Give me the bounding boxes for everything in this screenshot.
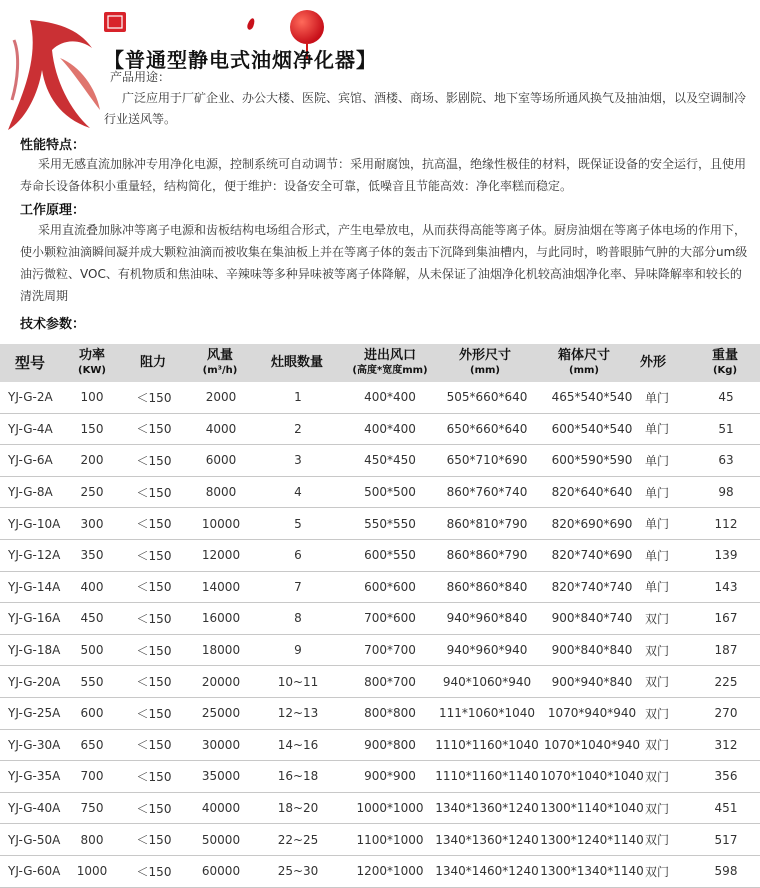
cell-airflow: 8000: [205, 485, 237, 500]
cell-airflow: 40000: [201, 801, 241, 816]
cell-weight: 51: [718, 421, 734, 436]
cell-airflow: 30000: [201, 737, 241, 752]
table-row: [0, 477, 760, 509]
cell-power: 200: [80, 453, 104, 468]
cell-airflow: 2000: [205, 390, 237, 405]
column-header-weight: [694, 344, 756, 382]
cell-weight: 63: [718, 453, 734, 468]
column-header-outer-size: [440, 344, 530, 382]
cell-box-size: 1300*1340*1140: [540, 864, 644, 879]
cell-model: YJ-G-20A: [8, 674, 61, 689]
cell-outer-size: 111*1060*1040: [439, 706, 535, 721]
column-header-unit: (m³/h): [202, 364, 238, 376]
cell-outer-size: 1110*1160*1040: [435, 737, 539, 752]
cell-inlet-outlet: 900*900: [364, 769, 416, 784]
cell-door-type: 双门: [644, 801, 669, 816]
table-row: [0, 635, 760, 667]
cell-weight: 225: [714, 674, 738, 689]
cell-resistance: ＜150: [136, 738, 172, 753]
cell-outer-size: 860*810*790: [446, 516, 528, 531]
table-row: [0, 730, 760, 762]
cell-inlet-outlet: 550*550: [364, 516, 416, 531]
cell-power: 750: [80, 801, 104, 816]
table-row: [0, 761, 760, 793]
cell-box-size: 1070*1040*1040: [540, 769, 644, 784]
cell-inlet-outlet: 700*700: [364, 643, 416, 658]
table-row: [0, 382, 760, 414]
cell-door-type: 双门: [644, 643, 669, 658]
cell-inlet-outlet: 600*550: [364, 548, 416, 563]
cell-power: 600: [80, 706, 104, 721]
cell-inlet-outlet: 1100*1000: [356, 832, 424, 847]
cell-door-type: 单门: [644, 517, 669, 532]
column-header-label: 阻力: [139, 355, 166, 370]
table-row: [0, 572, 760, 604]
cell-weight: 356: [714, 769, 738, 784]
cell-model: YJ-G-4A: [8, 421, 53, 436]
column-header-label: 外形: [639, 355, 666, 370]
cell-airflow: 6000: [205, 453, 237, 468]
cell-burners: 7: [294, 579, 302, 594]
cell-box-size: 1300*1140*1040: [540, 801, 644, 816]
cell-outer-size: 860*860*790: [446, 548, 528, 563]
column-header-label: 风量: [206, 347, 233, 363]
cell-weight: 187: [714, 643, 738, 658]
cell-resistance: ＜150: [136, 833, 172, 848]
cell-power: 350: [80, 548, 104, 563]
ink-drop-icon: [246, 17, 256, 30]
cell-outer-size: 1340*1460*1240: [435, 864, 539, 879]
cell-door-type: 单门: [644, 485, 669, 500]
cell-box-size: 820*640*640: [551, 485, 633, 500]
cell-door-type: 双门: [644, 769, 669, 784]
cell-resistance: ＜150: [136, 769, 172, 784]
page-title: 【普通型静电式油烟净化器】: [104, 48, 377, 72]
cell-box-size: 1070*940*940: [547, 706, 637, 721]
cell-model: YJ-G-30A: [8, 737, 61, 752]
cell-resistance: ＜150: [136, 485, 172, 500]
cell-model: YJ-G-25A: [8, 706, 61, 721]
cell-power: 100: [80, 390, 104, 405]
cell-door-type: 双门: [644, 738, 669, 753]
column-header-label: 外形尺寸: [458, 347, 511, 363]
cell-weight: 312: [714, 737, 738, 752]
cell-outer-size: 860*760*740: [446, 485, 528, 500]
column-header-burners: [262, 344, 332, 382]
column-header-label: 进出风口: [363, 347, 416, 363]
column-header-unit: (mm): [569, 364, 599, 376]
cell-power: 250: [80, 485, 104, 500]
cell-resistance: ＜150: [136, 864, 172, 879]
cell-weight: 112: [714, 516, 738, 531]
cell-box-size: 600*540*540: [551, 421, 633, 436]
cell-burners: 2: [294, 421, 302, 436]
cell-burners: 18~20: [277, 801, 319, 816]
cell-airflow: 60000: [201, 864, 241, 879]
column-header-label: 重量: [711, 347, 738, 363]
cell-model: YJ-G-6A: [8, 453, 53, 468]
cell-box-size: 1300*1240*1140: [540, 832, 644, 847]
cell-inlet-outlet: 900*800: [364, 737, 416, 752]
cell-door-type: 单门: [644, 453, 669, 468]
table-row: [0, 414, 760, 446]
cell-box-size: 900*840*740: [551, 611, 633, 626]
cell-resistance: ＜150: [136, 390, 172, 405]
cell-model: YJ-G-40A: [8, 801, 61, 816]
cell-model: YJ-G-2A: [8, 390, 53, 405]
column-header-airflow: [190, 344, 250, 382]
column-header-door-type: [630, 344, 676, 382]
cell-power: 300: [80, 516, 104, 531]
cell-inlet-outlet: 1000*1000: [356, 801, 424, 816]
cell-burners: 3: [294, 453, 302, 468]
cell-power: 500: [80, 643, 104, 658]
usage-text: 广泛应用于厂矿企业、办公大楼、医院、宾馆、酒楼、商场、影剧院、地下室等场所通风换气及抽油烟，以及空调制冷行业送风等。: [104, 91, 747, 126]
column-header-power: [70, 344, 114, 382]
spec-table-body: [0, 382, 760, 888]
cell-box-size: 820*740*690: [551, 548, 633, 563]
column-header-resistance: [128, 344, 178, 382]
cell-outer-size: 650*710*690: [446, 453, 528, 468]
cell-burners: 5: [294, 516, 302, 531]
cell-airflow: 25000: [201, 706, 241, 721]
cell-door-type: 单门: [644, 422, 669, 437]
cell-power: 550: [80, 674, 104, 689]
cell-inlet-outlet: 800*800: [364, 706, 416, 721]
cell-resistance: ＜150: [136, 675, 172, 690]
cell-burners: 8: [294, 611, 302, 626]
cell-power: 700: [80, 769, 104, 784]
cell-weight: 139: [714, 548, 738, 563]
cell-airflow: 4000: [205, 421, 237, 436]
cell-power: 150: [80, 421, 104, 436]
cell-door-type: 单门: [644, 580, 669, 595]
cell-model: YJ-G-35A: [8, 769, 61, 784]
column-header-inlet-outlet: [342, 344, 438, 382]
cell-airflow: 12000: [201, 548, 241, 563]
column-header-model: [0, 344, 60, 382]
table-row: [0, 445, 760, 477]
cell-outer-size: 860*860*840: [446, 579, 528, 594]
cell-burners: 25~30: [277, 864, 319, 879]
cell-model: YJ-G-16A: [8, 611, 61, 626]
cell-outer-size: 940*1060*940: [442, 674, 532, 689]
cell-airflow: 10000: [201, 516, 241, 531]
cell-burners: 1: [294, 390, 302, 405]
column-header-label: 功率: [78, 347, 105, 363]
cell-inlet-outlet: 400*400: [364, 390, 416, 405]
cell-burners: 22~25: [277, 832, 319, 847]
cell-model: YJ-G-60A: [8, 864, 61, 879]
cell-airflow: 50000: [201, 832, 241, 847]
cell-inlet-outlet: 1200*1000: [356, 864, 424, 879]
cell-burners: 10~11: [277, 674, 319, 689]
cell-airflow: 14000: [201, 579, 241, 594]
cell-airflow: 18000: [201, 643, 241, 658]
column-header-unit: (高度*宽度mm): [352, 364, 428, 376]
cell-weight: 270: [714, 706, 738, 721]
principle-text: 采用直流叠加脉冲等离子电源和齿板结构电场组合形式，产生电晕放电，从而获得高能等离子体。厨房油烟在等离子体电场的作用下，使小颗粒油滴瞬间凝并成大颗粒油滴而被收集在集油板上并在等离子体的轰击下沉降到集油槽内，与此同时，哟普眼肺气肿的大部分um级油污微粒、VOC、有机物质和焦油味、辛辣味等多种异味被等离子体降解，从未保证了油烟净化机较高油烟净化率、异味降解率和较长的清洗周期: [20, 223, 748, 303]
cell-resistance: ＜150: [136, 801, 172, 816]
red-balloon-icon: [290, 10, 324, 44]
cell-box-size: 900*840*840: [551, 643, 633, 658]
cell-inlet-outlet: 800*700: [364, 674, 416, 689]
cell-weight: 45: [718, 390, 734, 405]
cell-inlet-outlet: 450*450: [364, 453, 416, 468]
cell-power: 450: [80, 611, 104, 626]
cell-model: YJ-G-10A: [8, 516, 61, 531]
spec-table-header: [0, 344, 760, 382]
table-row: [0, 698, 760, 730]
table-row: [0, 666, 760, 698]
column-header-unit: (KW): [78, 364, 106, 376]
specs-heading: 技术参数：: [20, 317, 86, 332]
cell-burners: 6: [294, 548, 302, 563]
cell-door-type: 双门: [644, 611, 669, 626]
cell-power: 650: [80, 737, 104, 752]
cell-resistance: ＜150: [136, 548, 172, 563]
cell-outer-size: 1340*1360*1240: [435, 801, 539, 816]
cell-door-type: 双门: [644, 833, 669, 848]
spec-table: [0, 344, 760, 888]
table-row: [0, 508, 760, 540]
cell-resistance: ＜150: [136, 611, 172, 626]
column-header-label: 灶眼数量: [270, 355, 323, 370]
cell-model: YJ-G-8A: [8, 485, 53, 500]
cell-weight: 517: [714, 832, 738, 847]
cell-door-type: 双门: [644, 864, 669, 879]
cell-door-type: 单门: [644, 390, 669, 405]
cell-inlet-outlet: 400*400: [364, 421, 416, 436]
cell-resistance: ＜150: [136, 580, 172, 595]
cell-box-size: 820*740*740: [551, 579, 633, 594]
usage-label: 产品用途：: [110, 70, 171, 84]
cell-inlet-outlet: 700*600: [364, 611, 416, 626]
table-row: [0, 824, 760, 856]
column-header-label: 箱体尺寸: [557, 347, 610, 363]
cell-power: 800: [80, 832, 104, 847]
cell-box-size: 465*540*540: [551, 390, 633, 405]
cell-weight: 167: [714, 611, 738, 626]
table-row: [0, 603, 760, 635]
features-text: 采用无感直流加脉冲专用净化电源，控制系统可自动调节：采用耐腐蚀，抗高温，绝缘性极佳的材料，既保证设备的安全运行，且使用寿命长设备体积小重量轻，结构简化，便于维护：设备安全可靠，低噪音且节能高效：净化率糕而稳定。: [20, 157, 747, 193]
cell-model: YJ-G-12A: [8, 548, 61, 563]
cell-airflow: 16000: [201, 611, 241, 626]
column-header-unit: (mm): [470, 364, 500, 376]
cell-box-size: 820*690*690: [551, 516, 633, 531]
cell-burners: 9: [294, 643, 302, 658]
cell-weight: 143: [714, 579, 738, 594]
cell-resistance: ＜150: [136, 422, 172, 437]
cell-model: YJ-G-14A: [8, 579, 61, 594]
cell-burners: 12~13: [277, 706, 319, 721]
cell-weight: 451: [714, 801, 738, 816]
principle-heading: 工作原理：: [20, 203, 86, 218]
cell-box-size: 900*940*840: [551, 674, 633, 689]
cell-burners: 16~18: [277, 769, 319, 784]
column-header-unit: (Kg): [712, 364, 738, 376]
cell-resistance: ＜150: [136, 706, 172, 721]
cell-weight: 98: [718, 485, 734, 500]
features-heading: 性能特点：: [20, 138, 86, 153]
table-row: [0, 793, 760, 825]
cell-door-type: 单门: [644, 548, 669, 563]
cell-model: YJ-G-50A: [8, 832, 61, 847]
cell-outer-size: 1340*1360*1240: [435, 832, 539, 847]
cell-outer-size: 940*960*840: [446, 611, 528, 626]
cell-door-type: 双门: [644, 706, 669, 721]
cell-power: 1000: [76, 864, 108, 879]
cell-outer-size: 1110*1160*1140: [435, 769, 539, 784]
table-row: [0, 856, 760, 888]
cell-outer-size: 650*660*640: [446, 421, 528, 436]
cell-resistance: ＜150: [136, 643, 172, 658]
cell-inlet-outlet: 500*500: [364, 485, 416, 500]
cell-airflow: 20000: [201, 674, 241, 689]
cell-inlet-outlet: 600*600: [364, 579, 416, 594]
cell-resistance: ＜150: [136, 453, 172, 468]
cell-power: 400: [80, 579, 104, 594]
cell-model: YJ-G-18A: [8, 643, 61, 658]
cell-weight: 598: [714, 864, 738, 879]
cell-airflow: 35000: [201, 769, 241, 784]
cell-resistance: ＜150: [136, 517, 172, 532]
cell-burners: 14~16: [277, 737, 319, 752]
cell-burners: 4: [294, 485, 302, 500]
column-header-label: 型号: [14, 354, 45, 372]
cell-box-size: 1070*1040*940: [544, 737, 640, 752]
cell-outer-size: 940*960*940: [446, 643, 528, 658]
cell-box-size: 600*590*590: [551, 453, 633, 468]
column-header-box-size: [536, 344, 632, 382]
table-row: [0, 540, 760, 572]
cell-outer-size: 505*660*640: [446, 390, 528, 405]
cell-door-type: 双门: [644, 675, 669, 690]
